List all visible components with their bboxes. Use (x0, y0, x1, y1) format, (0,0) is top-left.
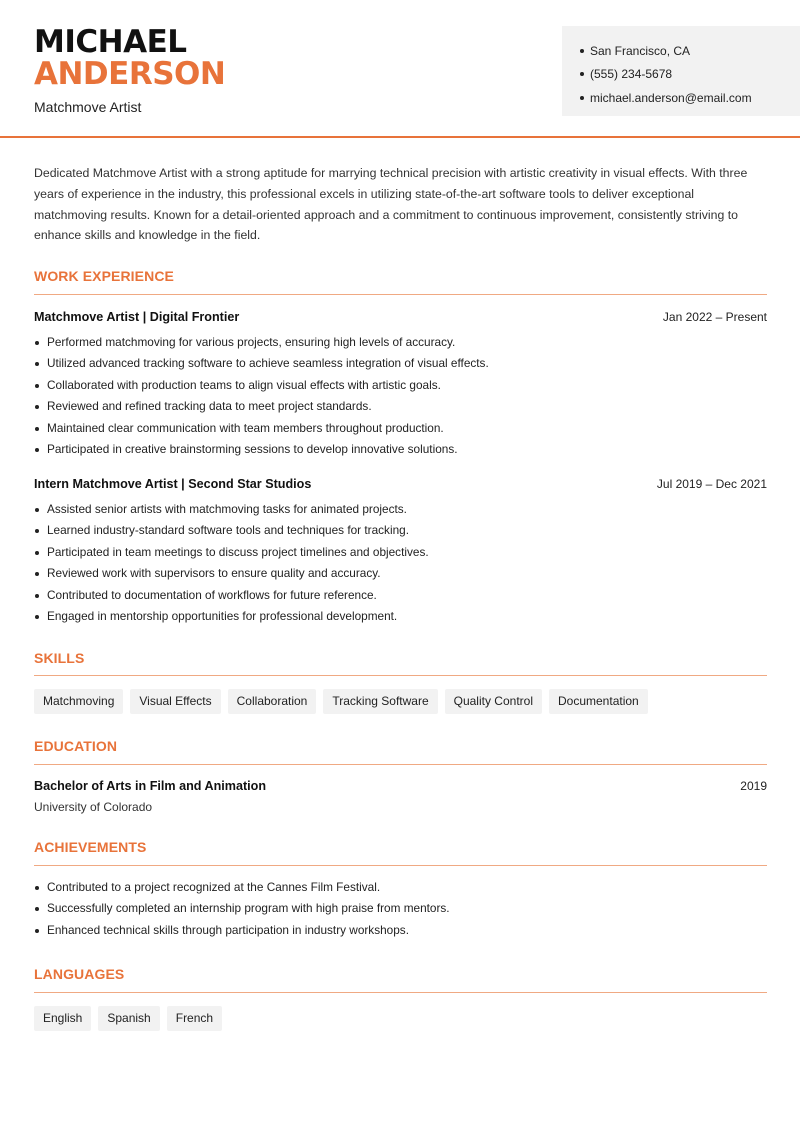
list-item: Contributed to a project recognized at the Cannes Film Festival. (34, 877, 450, 898)
education-title: EDUCATION (34, 738, 118, 754)
phone-text: (555) 234-5678 (590, 67, 673, 82)
job-title: Matchmove Artist (34, 99, 142, 115)
section-divider (34, 675, 767, 676)
job-dates: Jul 2019 – Dec 2021 (656, 477, 767, 491)
list-item: Participated in creative brainstorming sessions to develop innovative solutions. (34, 439, 489, 460)
contact-email (580, 86, 800, 110)
contact-location (580, 39, 800, 63)
job-bullets (34, 499, 429, 627)
list-item: Performed matchmoving for various projects, ensuring high levels of accuracy. (34, 332, 489, 353)
list-item: Learned industry-standard software tools and techniques for tracking. (34, 520, 429, 541)
language-chip: Spanish (98, 1006, 159, 1031)
job-heading: Matchmove Artist | Digital Frontier (34, 310, 240, 324)
list-item: Participated in team meetings to discuss project timelines and objectives. (34, 542, 429, 563)
education-year: 2019 (740, 779, 767, 793)
summary-paragraph: Dedicated Matchmove Artist with a strong aptitude for marrying technical precision with artistic creativity in visual effects. With three years of experience in the industry, this professional excels in utilizing state-of-the-art software tools to deliver exceptional matchmoving results. Known for a detail-oriented approach and a commitment to continuous improvement, consistently striving to enhance skills and knowledge in the field. (34, 166, 748, 243)
education-degree: Bachelor of Arts in Film and Animation (34, 779, 267, 793)
email-text: michael.anderson@email.com (590, 90, 752, 105)
contact-phone (580, 63, 800, 87)
list-item: Assisted senior artists with matchmoving tasks for animated projects. (34, 499, 429, 520)
list-item: Engaged in mentorship opportunities for professional development. (34, 606, 429, 627)
section-divider (34, 764, 767, 765)
resume-header (0, 0, 800, 138)
language-chip: English (34, 1006, 91, 1031)
skills-chips (34, 689, 648, 714)
achievements-title: ACHIEVEMENTS (34, 839, 147, 855)
contact-box (562, 26, 800, 116)
section-divider (34, 865, 767, 866)
job-heading: Intern Matchmove Artist | Second Star Studios (34, 477, 312, 491)
skill-chip: Quality Control (445, 689, 542, 714)
section-divider (34, 992, 767, 993)
job-dates: Jan 2022 – Present (662, 310, 767, 324)
job-bullets (34, 332, 489, 460)
last-name: ANDERSON (34, 56, 226, 92)
list-item: Reviewed and refined tracking data to meet project standards. (34, 396, 489, 417)
education-school: University of Colorado (34, 800, 153, 814)
section-divider (34, 294, 767, 295)
skill-chip: Documentation (549, 689, 648, 714)
achievements-list (34, 877, 450, 941)
skills-title: SKILLS (34, 650, 85, 666)
first-name: MICHAEL (34, 24, 187, 60)
location-text: San Francisco, CA (590, 43, 691, 58)
list-item: Maintained clear communication with team members throughout production. (34, 418, 489, 439)
skill-chip: Collaboration (228, 689, 317, 714)
bullet-icon (580, 49, 584, 53)
work-experience-title: WORK EXPERIENCE (34, 268, 174, 284)
list-item: Contributed to documentation of workflows for future reference. (34, 585, 429, 606)
language-chips (34, 1006, 222, 1031)
list-item: Successfully completed an internship program with high praise from mentors. (34, 898, 450, 919)
languages-title: LANGUAGES (34, 966, 125, 982)
list-item: Utilized advanced tracking software to achieve seamless integration of visual effects. (34, 353, 489, 374)
bullet-icon (580, 72, 584, 76)
list-item: Enhanced technical skills through participation in industry workshops. (34, 920, 450, 941)
bullet-icon (580, 96, 584, 100)
skill-chip: Visual Effects (130, 689, 220, 714)
skill-chip: Matchmoving (34, 689, 123, 714)
list-item: Reviewed work with supervisors to ensure quality and accuracy. (34, 563, 429, 584)
list-item: Collaborated with production teams to align visual effects with artistic goals. (34, 375, 489, 396)
language-chip: French (167, 1006, 222, 1031)
skill-chip: Tracking Software (323, 689, 437, 714)
